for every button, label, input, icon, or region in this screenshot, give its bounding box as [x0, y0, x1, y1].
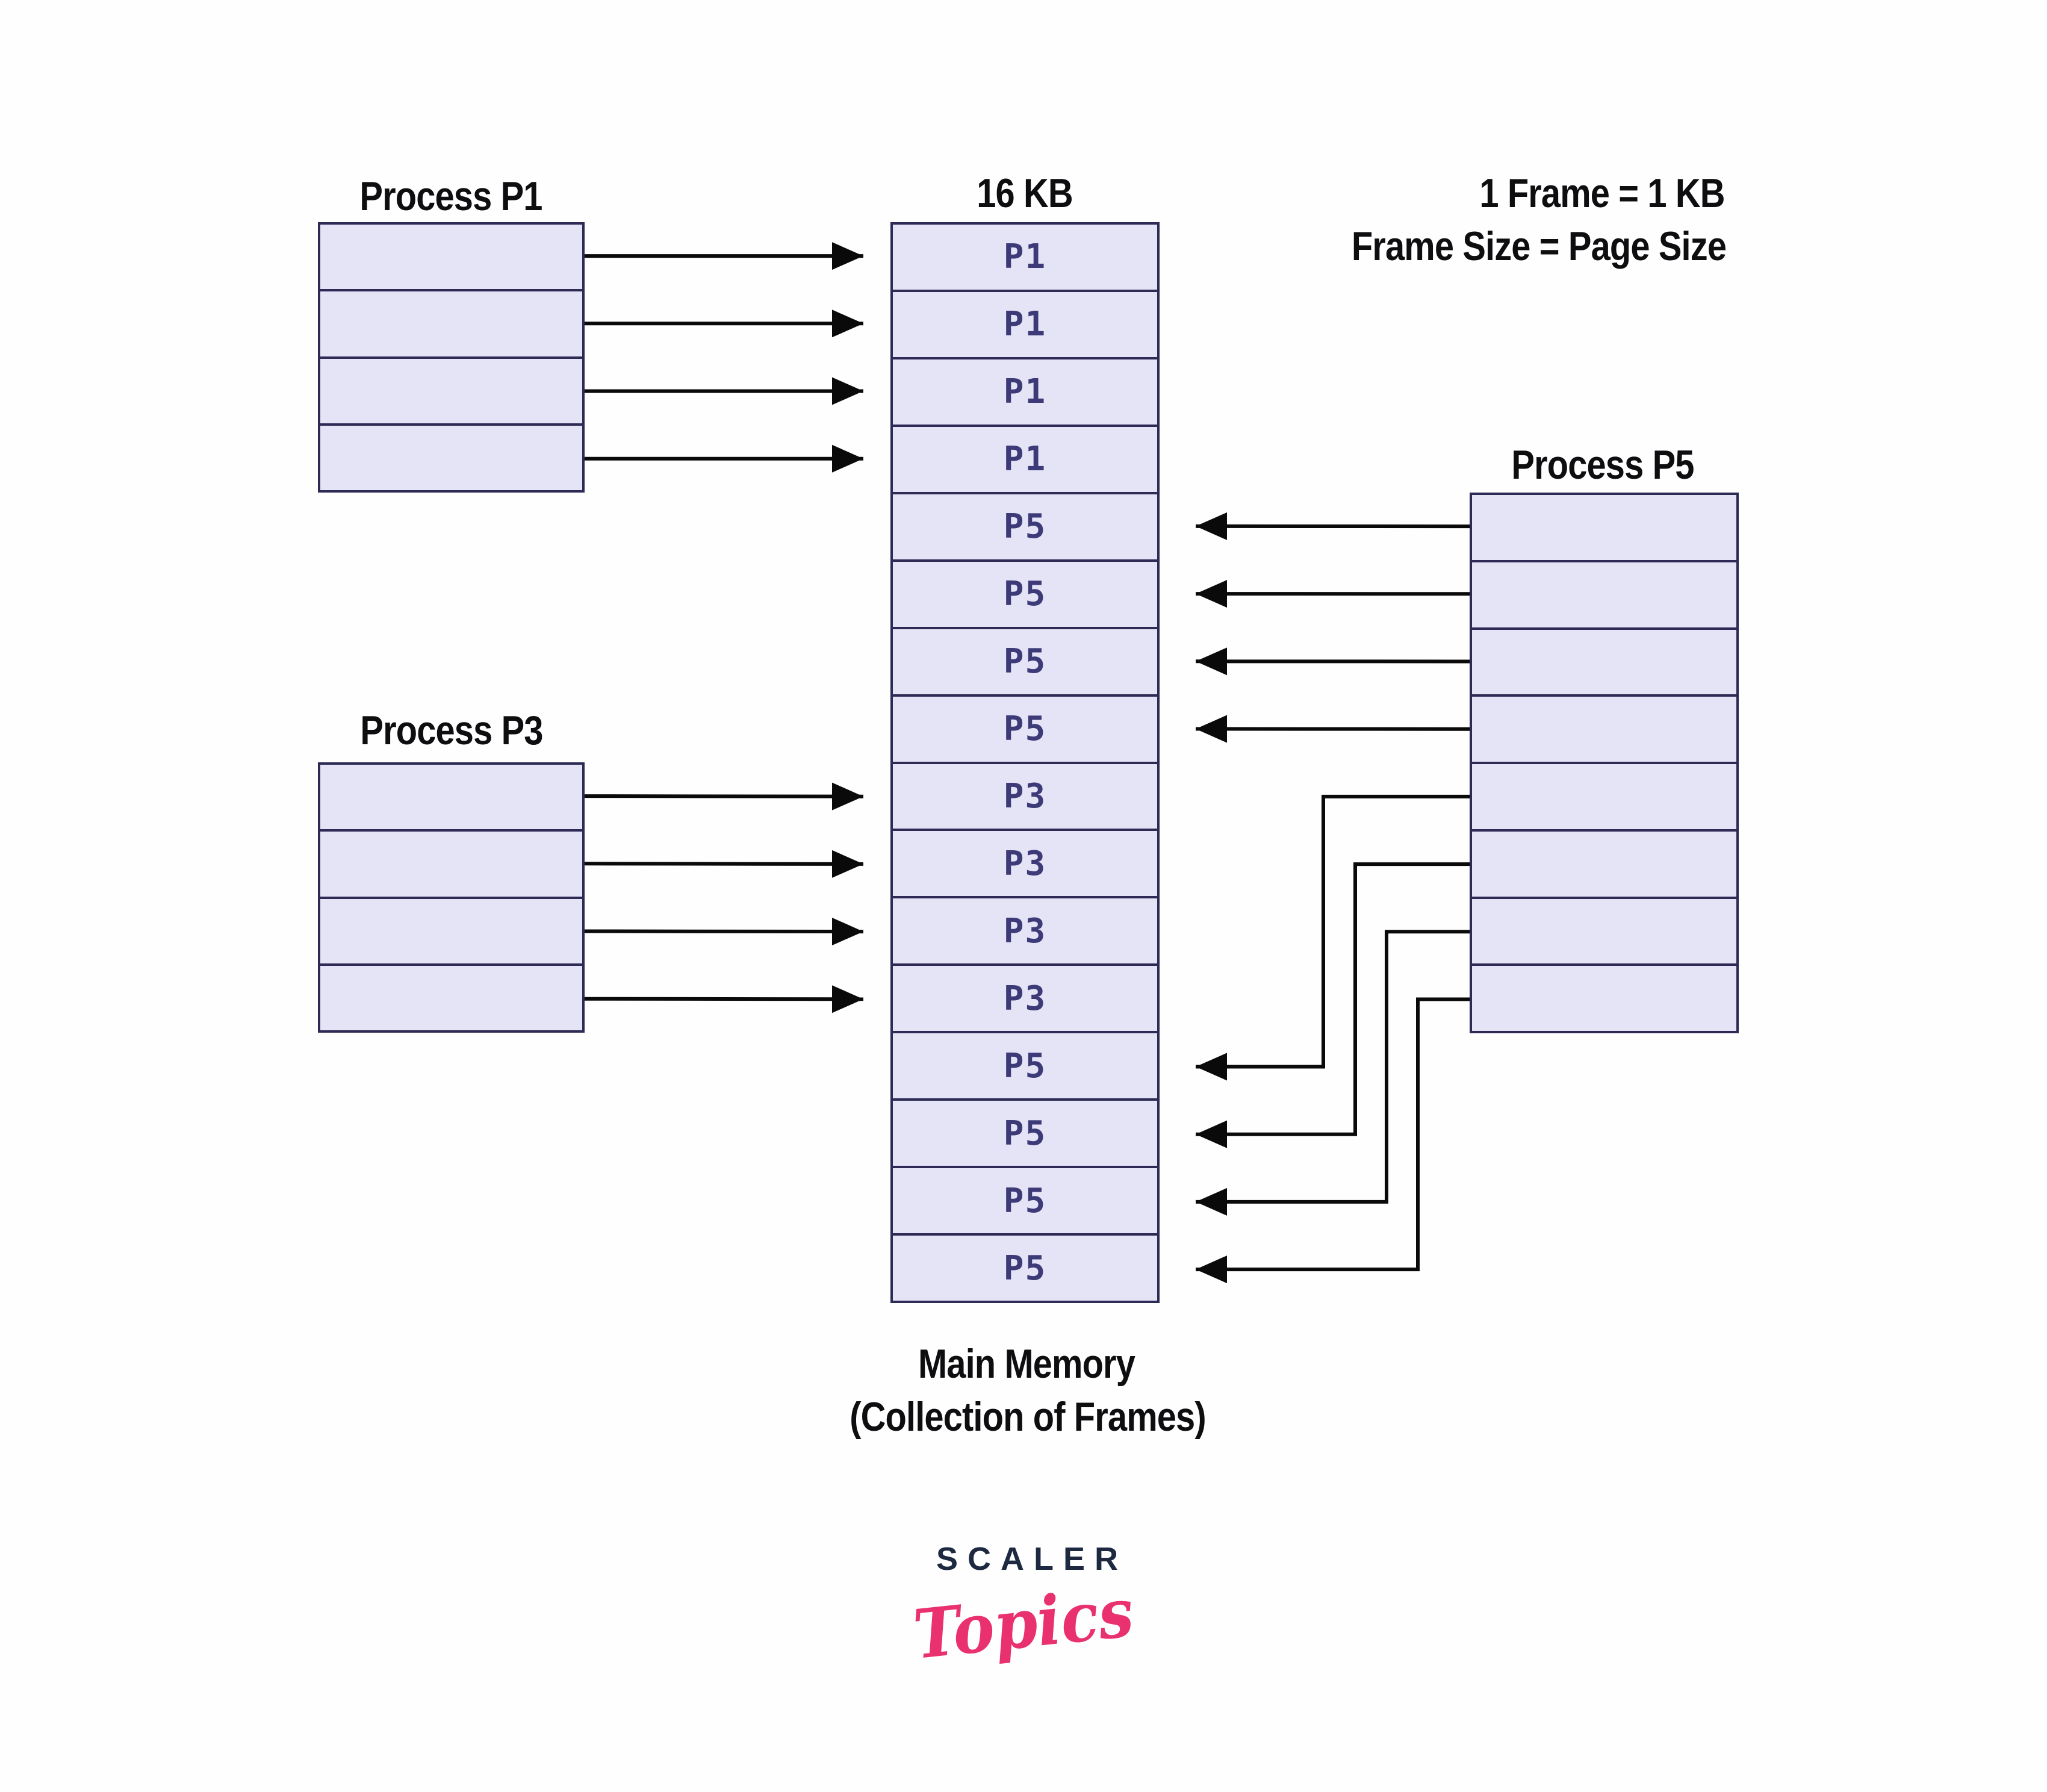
process-p3-box [318, 762, 585, 1033]
process-p3-page-row [320, 765, 582, 829]
mapping-arrow-p5-page5-frame13 [1196, 797, 1470, 1067]
frame-owner-label: P1 [1003, 305, 1047, 344]
mapping-arrow-p3-page4-frame12 [585, 999, 863, 1000]
memory-frame-row [893, 425, 1157, 492]
frame-owner-label: P3 [1003, 978, 1047, 1018]
memory-frame-row [893, 627, 1157, 694]
mapping-arrow-p3-page2-frame10 [585, 863, 863, 864]
main-memory-caption-line2: (Collection of Frames) [850, 1394, 1206, 1440]
process-p3-page-row [320, 897, 582, 963]
memory-frame-row [893, 1031, 1157, 1098]
frame-owner-label: P5 [1003, 574, 1047, 614]
main-memory-box [890, 222, 1160, 1303]
memory-frame-row [893, 762, 1157, 829]
mapping-arrow-p5-page8-frame16 [1196, 1000, 1470, 1270]
memory-frame-row [893, 1166, 1157, 1233]
memory-frame-row [893, 896, 1157, 963]
frame-owner-label: P5 [1003, 1113, 1047, 1153]
process-p1-page-row [320, 423, 582, 490]
process-p5-page-row [1472, 762, 1736, 829]
main-memory-caption-line1: Main Memory [918, 1341, 1135, 1387]
process-p5-label: Process P5 [1511, 442, 1694, 488]
mapping-arrow-p5-page7-frame15 [1196, 932, 1470, 1202]
frame-owner-label: P3 [1003, 776, 1047, 816]
memory-frame-row [893, 357, 1157, 425]
frame-owner-label: P3 [1003, 911, 1047, 951]
memory-frame-row [893, 963, 1157, 1031]
frame-owner-label: P1 [1003, 237, 1047, 277]
process-p3-label: Process P3 [360, 708, 543, 753]
frame-size-note-line1: 1 Frame = 1 KB [1479, 170, 1725, 216]
process-p5-page-row [1472, 897, 1736, 964]
memory-frame-row [893, 559, 1157, 627]
process-p1-page-row [320, 289, 582, 356]
process-p5-page-row [1472, 560, 1736, 627]
process-p5-page-row [1472, 694, 1736, 762]
frame-size-note-line2: Frame Size = Page Size [1351, 223, 1727, 269]
frame-owner-label: P5 [1003, 1181, 1047, 1221]
memory-frame-row [893, 290, 1157, 357]
scaler-topics-wordmark: Topics [910, 1573, 1137, 1675]
memory-frame-row [893, 492, 1157, 559]
frame-owner-label: P5 [1003, 1248, 1047, 1288]
memory-frame-row [893, 694, 1157, 762]
frame-owner-label: P5 [1003, 507, 1047, 547]
memory-size-label: 16 KB [977, 170, 1073, 216]
frame-owner-label: P1 [1003, 440, 1047, 479]
mapping-arrow-p5-page6-frame14 [1196, 864, 1470, 1134]
frame-owner-label: P5 [1003, 1046, 1047, 1086]
memory-frame-row [893, 829, 1157, 896]
process-p5-page-row [1472, 627, 1736, 695]
process-p5-page-row [1472, 963, 1736, 1031]
process-p5-page-row [1472, 829, 1736, 897]
memory-frame-row [893, 225, 1157, 290]
frame-owner-label: P5 [1003, 709, 1047, 749]
memory-frame-row [893, 1098, 1157, 1166]
process-p3-page-row [320, 963, 582, 1030]
frame-owner-label: P3 [1003, 844, 1047, 883]
process-p1-box [318, 222, 585, 493]
mapping-arrow-p3-page1-frame9 [585, 796, 863, 797]
process-p3-page-row [320, 829, 582, 896]
process-p1-page-row [320, 356, 582, 423]
frame-owner-label: P1 [1003, 372, 1047, 412]
memory-frame-row [893, 1233, 1157, 1301]
process-p5-page-row [1472, 495, 1736, 560]
process-p1-page-row [320, 225, 582, 289]
process-p5-box [1470, 493, 1739, 1033]
frame-owner-label: P5 [1003, 642, 1047, 682]
scaler-logo-text: SCALER [936, 1541, 1128, 1577]
process-p1-label: Process P1 [359, 173, 542, 219]
